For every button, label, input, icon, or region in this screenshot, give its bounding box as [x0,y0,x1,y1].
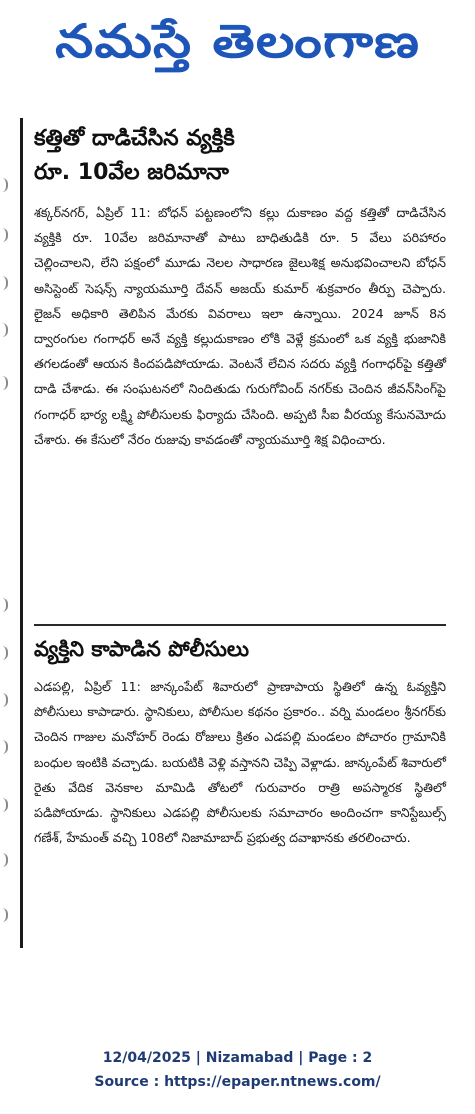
source-link[interactable]: Source : https://epaper.ntnews.com/ [94,1074,381,1090]
article-headline: వ్యక్తిని కాపాడిన పోలీసులు [34,637,250,661]
article-headline-line2: రూ. 10వేల జరిమానా [34,160,229,185]
adjacent-column-fragment [0,118,10,948]
column-divider [20,118,23,948]
masthead [0,6,475,76]
edition-info: 12/04/2025 | Nizamabad | Page : 2 [102,1050,373,1066]
article-court-fine [34,122,446,452]
article-body: శక్కర్‌నగర్, ఏప్రిల్ 11: బోధన్ పట్టణంలోని కల్లు దుకాణం వద్ద కత్తితో దాడిచేసిన వ్యక్తికి రూ. 10వేల జరిమానాతో పాటు బాధితుడికి రూ. 5 వేలు పరిహారం చెల్లించాలని, లేని పక్షంలో మూడు నెలల సాధారణ జైలుశిక్ష అనుభవించాలని బోధన్ అసిస్టెంట్ సెషన్స్ న్యాయమూర్తి దేవన్ అజయ్ కుమార్ శుక్రవారం తీర్పు చెప్పారు. లైజన్ అధికారి తెలిపిన మేరకు వివరాలు ఇలా ఉన్నాయి. 2024 జూన్ 8న ద్వారంగుల గంగాధర్ అనే వ్యక్తి కల్లుదుకాణం లోకి వెళ్లే క్రమంలో ఒక వ్యక్తి భుజానికి తగలడంతో ఆయన కిందపడిపోయాడు. వెంటనే లేచిన సదరు వ్యక్తి గంగాధర్‌పై కత్తితో దాడి చేశాడు. ఈ సంఘటనలో నిందితుడు గురుగోవింద్ నగర్‌కు చెందిన జీవన్‌సింగ్‌పై గంగాధర్ భార్య లక్ష్మి పోలీసులకు ఫిర్యాదు చేసింది. అప్పటి సీఐ వీరయ్య కేసునమోదు చేశారు. ఈ కేసులో నేరం రుజువు కావడంతో న్యాయమూర్తి శిక్ష విధించారు. [34,205,446,447]
article-body: ఎడపల్లి, ఏప్రిల్ 11: జాన్కంపేట్ శివారులో ప్రాణాపాయ స్థితిలో ఉన్న ఓవ్యక్తిని పోలీసులు కాపాడారు. స్థానికులు, పోలీసుల కథనం ప్రకారం.. వర్ని మండలం శ్రీనగర్‌కు చెందిన గాజుల మనోహర్ రెండు రోజులు క్రితం ఎడపల్లి మండలం పోచారం గ్రామానికి బంధుల ఇంటికి వచ్చాడు. బయటికి వెళ్లి వస్తానని చెప్పి వెళ్లాడు. జాన్కంపేట్ శివారులో రైతు వేదిక వెనకాల మామిడి తోటలో గురువారం రాత్రి అపస్మారక స్థితిలో పడిపోయాడు. స్థానికులు ఎడపల్లి పోలీసులకు సమాచారం అందించగా కానిస్టేబుల్స్ గణేశ్, హేమంత్ వచ్చి 108లో నిజామాబాద్ ప్రభుత్వ దవాఖానకు తరలించారు. [34,679,446,846]
article-police-rescue [34,632,446,850]
article-headline-line1: కత్తితో దాడిచేసిన వ్యక్తికి [34,126,235,151]
article-divider [34,624,446,626]
newspaper-logo: నమస్తే తెలంగాణ [54,14,421,68]
